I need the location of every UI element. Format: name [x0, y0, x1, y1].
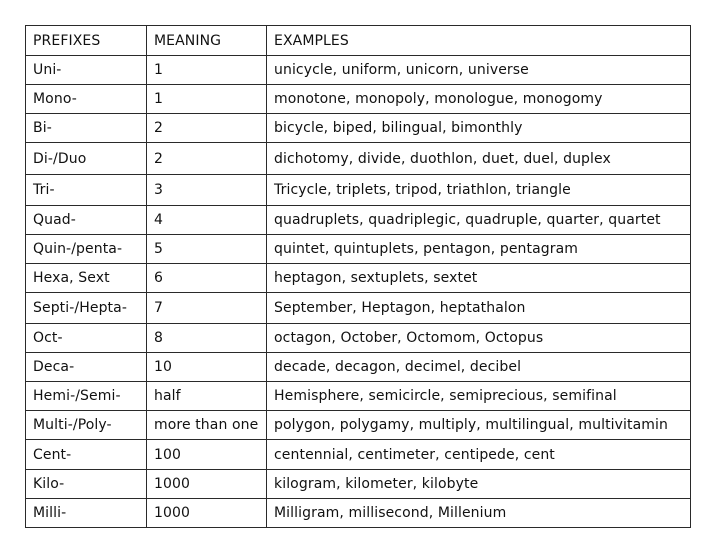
examples-cell: bicycle, biped, bilingual, bimonthly [267, 114, 691, 143]
prefix-cell: Bi- [26, 114, 147, 143]
meaning-cell: 10 [147, 353, 267, 382]
examples-cell: quintet, quintuplets, pentagon, pentagram [267, 235, 691, 264]
meaning-cell: 2 [147, 143, 267, 175]
prefix-cell: Hexa, Sext [26, 264, 147, 293]
prefix-cell: Quad- [26, 206, 147, 235]
header-meaning: MEANING [147, 26, 267, 56]
examples-cell: Tricycle, triplets, tripod, triathlon, triangle [267, 175, 691, 206]
examples-cell: dichotomy, divide, duothlon, duet, duel, duplex [267, 143, 691, 175]
table-row [26, 382, 691, 411]
meaning-cell: 6 [147, 264, 267, 293]
meaning-cell: 5 [147, 235, 267, 264]
table-row [26, 411, 691, 440]
prefix-cell: Hemi-/Semi- [26, 382, 147, 411]
meaning-cell: 4 [147, 206, 267, 235]
prefix-table [25, 25, 691, 528]
table-header-row [26, 26, 691, 56]
table-row [26, 235, 691, 264]
meaning-cell: 3 [147, 175, 267, 206]
table-row [26, 264, 691, 293]
table-row [26, 85, 691, 114]
table-row [26, 470, 691, 499]
examples-cell: heptagon, sextuplets, sextet [267, 264, 691, 293]
prefix-cell: Kilo- [26, 470, 147, 499]
table-row [26, 114, 691, 143]
prefix-cell: Septi-/Hepta- [26, 293, 147, 324]
header-examples: EXAMPLES [267, 26, 691, 56]
table-row [26, 175, 691, 206]
meaning-cell: half [147, 382, 267, 411]
table-row [26, 206, 691, 235]
examples-cell: Milligram, millisecond, Millenium [267, 499, 691, 528]
meaning-cell: more than one [147, 411, 267, 440]
prefix-cell: Milli- [26, 499, 147, 528]
table-row [26, 293, 691, 324]
examples-cell: unicycle, uniform, unicorn, universe [267, 56, 691, 85]
meaning-cell: 100 [147, 440, 267, 470]
examples-cell: octagon, October, Octomom, Octopus [267, 324, 691, 353]
meaning-cell: 2 [147, 114, 267, 143]
table-row [26, 56, 691, 85]
prefix-cell: Di-/Duo [26, 143, 147, 175]
meaning-cell: 7 [147, 293, 267, 324]
examples-cell: centennial, centimeter, centipede, cent [267, 440, 691, 470]
meaning-cell: 1 [147, 56, 267, 85]
table-row [26, 143, 691, 175]
table-row [26, 499, 691, 528]
table-row [26, 353, 691, 382]
prefix-cell: Uni- [26, 56, 147, 85]
header-prefixes: PREFIXES [26, 26, 147, 56]
examples-cell: kilogram, kilometer, kilobyte [267, 470, 691, 499]
prefix-cell: Mono- [26, 85, 147, 114]
examples-cell: decade, decagon, decimel, decibel [267, 353, 691, 382]
examples-cell: quadruplets, quadriplegic, quadruple, quarter, quartet [267, 206, 691, 235]
examples-cell: Hemisphere, semicircle, semiprecious, semifinal [267, 382, 691, 411]
meaning-cell: 1000 [147, 470, 267, 499]
prefix-cell: Deca- [26, 353, 147, 382]
prefix-cell: Quin-/penta- [26, 235, 147, 264]
examples-cell: September, Heptagon, heptathalon [267, 293, 691, 324]
meaning-cell: 1 [147, 85, 267, 114]
examples-cell: polygon, polygamy, multiply, multilingual, multivitamin [267, 411, 691, 440]
table-row [26, 324, 691, 353]
table-row [26, 440, 691, 470]
prefix-cell: Multi-/Poly- [26, 411, 147, 440]
prefix-cell: Oct- [26, 324, 147, 353]
meaning-cell: 8 [147, 324, 267, 353]
examples-cell: monotone, monopoly, monologue, monogomy [267, 85, 691, 114]
meaning-cell: 1000 [147, 499, 267, 528]
prefix-cell: Cent- [26, 440, 147, 470]
prefix-cell: Tri- [26, 175, 147, 206]
